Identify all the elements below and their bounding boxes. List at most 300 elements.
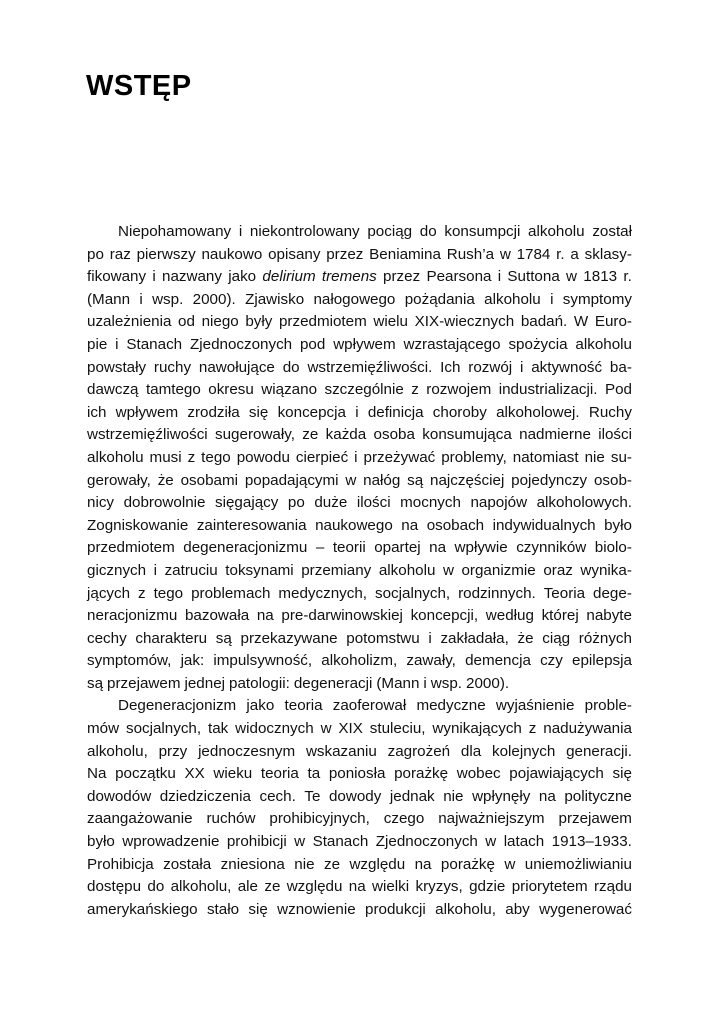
word: powstały [87,358,147,376]
word: tak [208,720,229,738]
word: Niepohamowany [118,223,232,240]
word: przeżywać [363,448,436,466]
word: z [138,584,146,602]
word: toksynami [225,561,294,579]
word: demencja [465,652,531,670]
text-line [87,379,632,402]
word: fikowany [87,268,147,286]
word: na [256,607,274,625]
word: wpływem [115,403,179,421]
word: od [178,313,195,331]
word: zakładała, [440,629,509,647]
word: nałóg [363,471,401,489]
word: kolejnych [491,742,556,760]
word: nałogowego [313,290,396,308]
word: pożądania [404,290,475,308]
word: przedmiotem [278,313,367,331]
word: wsp. [430,674,463,692]
text-line [87,650,632,673]
word: symptomów, [87,652,172,670]
word: dowody [328,787,382,805]
word: w [442,561,454,579]
body-text [87,221,632,921]
word: czy [540,652,563,670]
word: do [419,223,437,240]
word: r. [623,268,632,286]
word: su- [610,448,632,466]
word: stuleciu, [369,720,426,738]
word: rozwojem [426,381,492,399]
word: aby [505,900,530,918]
text-line [87,876,632,899]
word: przez [326,245,364,263]
word: XIX-wiecznych [414,313,515,331]
word: priorytetem [511,878,588,896]
word: medyczne [416,697,486,715]
word: biolo- [594,539,632,557]
word: tego [201,448,231,466]
word: alkoholowych. [536,494,632,512]
text-line [87,424,632,447]
word: zawały, [406,652,456,670]
word: 1784 [516,245,551,263]
word: nawołujące [198,358,275,376]
text-line [87,515,632,538]
word: charakteru [135,629,208,647]
word: pojawiających [509,765,604,783]
word: teoria [260,765,299,783]
word: nadmierne [519,426,591,444]
word: produkcji [365,900,426,918]
word: pre-darwinowskiej [281,607,403,625]
word: naukowo [201,245,263,263]
word: i [139,290,143,308]
word: alkoholu, [170,878,232,896]
word: proble- [584,697,632,715]
word: osob- [593,471,632,489]
word: że [517,629,534,647]
word: Suttona [507,268,560,286]
word: każda [325,426,367,444]
word: 1913–1933. [551,833,632,851]
word: gicznych [87,561,147,579]
word: najważniejszym [438,810,545,828]
word: socjalnych, [374,584,451,602]
word: zainteresowania [196,516,307,534]
word: zaoferował [332,697,407,715]
word: i [152,268,156,286]
word: alkoholizm, [321,652,398,670]
word: definicja [367,403,424,421]
word: delirium [262,268,316,286]
word: której [541,607,579,625]
word: dziedziczenia [159,787,251,805]
word: porażkę [394,765,449,783]
word: ba- [609,358,632,376]
word: ale [237,878,259,896]
word: alkoholu, [435,900,496,918]
word: 1813 [583,268,618,286]
word: tremens [321,268,377,286]
word: stało [206,900,240,918]
word: na [348,878,366,896]
text-line [87,357,632,380]
word: Pod [604,381,632,399]
word: z [187,448,196,466]
word: wskazaniu [305,742,377,760]
word: bazowała [184,607,250,625]
word: i [497,268,502,286]
word: natomiast [512,448,579,466]
word: Na [87,765,107,783]
word: zatruciu [164,561,218,579]
word: alkoholowej. [496,403,580,421]
word: niekontrolowany [249,223,360,240]
word: wyjaśnienie [495,697,575,715]
word: wieku [213,765,253,783]
word: nie [294,855,315,873]
word: alkoholu [528,223,585,240]
word: ruchów [206,810,256,828]
word: z [411,381,419,399]
word: musi [149,448,182,466]
word: osoba [373,426,415,444]
text-line [87,537,632,560]
word: w [485,833,497,851]
word: koncepcji, [410,607,479,625]
word: alkoholu [484,290,541,308]
word: wynika- [580,561,632,579]
word: i [519,358,524,376]
word: spożycia [508,335,568,353]
word: Beniamina [369,245,441,263]
word: w [499,245,511,263]
text-line [87,560,632,583]
word: tego [153,584,184,602]
word: teoria [284,697,323,715]
text-line [87,695,632,718]
word: nazwany [162,268,222,286]
word: r. [556,245,565,263]
word: badań. [520,313,568,331]
word: został [592,223,632,240]
text-line [87,244,632,267]
word: okresu [208,381,254,399]
word: na [429,539,447,557]
word: wielki [372,878,410,896]
word: się [248,403,269,421]
word: wznowienie [277,900,356,918]
word: na [538,787,556,805]
word: koncepcja [277,403,346,421]
chapter-heading: WSTĘP [86,70,192,102]
word: przy [158,742,188,760]
word: alkoholu [575,335,632,353]
word: czynników [516,539,587,557]
word: patologii: [229,674,290,692]
word: przedmiotem [87,539,175,557]
word: się [248,900,268,918]
text-line [87,763,632,786]
word: zaangażowanie [87,810,193,828]
word: czego [383,810,425,828]
word: nie [443,787,464,805]
word: były [245,313,273,331]
word: oraz [543,561,573,579]
word: i [423,674,427,692]
word: najczęściej [430,471,505,489]
word: i [428,629,432,647]
word: alkoholu, [87,742,148,760]
word: według [485,607,534,625]
text-line [87,741,632,764]
word: pie [87,335,108,353]
word: XX [184,765,205,783]
word: dawczą [87,381,139,399]
word: początku [115,765,176,783]
word: popadającymi [244,471,339,489]
word: nie [584,448,605,466]
word: sklasy- [584,245,632,263]
word: po [87,245,104,263]
word: kryzys, [415,878,463,896]
text-line [87,899,632,922]
word: rodzinnych. [458,584,536,602]
word: na [401,516,419,534]
word: tamtego [145,381,201,399]
word: w [320,720,332,738]
word: – [315,539,325,557]
word: i [153,561,158,579]
word: wstrzemięźliwości. [307,358,433,376]
word: impulsywność, [213,652,313,670]
word: sięgający [215,494,279,512]
word: Stanach [126,335,183,353]
word: duże [314,494,348,512]
word: osobach [426,516,485,534]
word: gerowały, [87,471,151,489]
word: powodu [236,448,290,466]
word: nadużywania [543,720,632,738]
word: konsumująca [422,426,512,444]
word: Te [304,787,321,805]
word: epilepsja [572,652,632,670]
word: są [215,629,232,647]
word: problemy, [441,448,507,466]
text-line [87,402,632,425]
word: prohibicji [226,833,287,851]
word: ze [323,855,341,873]
word: neracjonizmu [87,607,178,625]
word: jących [87,584,131,602]
word: raz [109,245,131,263]
word: było [604,516,632,534]
word: 2000). [192,290,236,308]
word: industrializacji. [498,381,598,399]
word: i [550,290,554,308]
word: względu [349,855,406,873]
text-line [87,289,632,312]
word: rozwój [468,358,513,376]
word: wpływie [454,539,508,557]
word: jako [228,268,257,286]
word: dla [460,742,482,760]
word: ruchy [153,358,192,376]
word: Zjednoczonych [375,833,478,851]
word: wpływem [333,335,396,353]
word: degeneracjonizmu [183,539,308,557]
word: są [407,471,424,489]
word: rządu [594,878,632,896]
word: Degeneracjonizm [118,697,237,715]
word: było [87,833,115,851]
text-line [87,583,632,606]
word: medycznych, [278,584,368,602]
word: polityczne [564,787,632,805]
word: Euro- [594,313,632,331]
word: ich [87,403,107,421]
word: są [87,674,104,692]
word: jako [246,697,275,715]
word: indywidualnych [492,516,596,534]
word: została [163,855,212,873]
word: mocnych [400,494,461,512]
word: ilości [598,426,632,444]
text-line [87,628,632,651]
word: organizmie [461,561,536,579]
word: na [414,855,432,873]
word: generacji. [566,742,632,760]
word: że [157,471,174,489]
word: wpłynęły [472,787,531,805]
word: ze [264,878,281,896]
word: dobrowolnie [123,494,206,512]
word: w [345,471,357,489]
word: alkoholu [87,448,144,466]
word: zniesiona [220,855,285,873]
word: osobami [180,471,238,489]
word: Ich [440,358,461,376]
word: przemiany [301,561,372,579]
text-line [87,605,632,628]
word: w [504,855,516,873]
word: uzależnienia [87,313,172,331]
word: względu [286,878,343,896]
word: przejawem [558,810,632,828]
word: nabyte [586,607,632,625]
word: niego [201,313,239,331]
word: wstrzemięźliwości [87,426,208,444]
text-line [87,808,632,831]
word: jednej [184,674,226,692]
word: choroby [432,403,487,421]
word: Pearsona [426,268,492,286]
word: dege- [593,584,632,602]
text-line [87,718,632,741]
word: do [147,878,165,896]
word: jak: [180,652,205,670]
word: się [612,765,632,783]
text-line [87,786,632,809]
word: Prohibicja [87,855,154,873]
text-line [87,221,632,244]
word: wygenerować [539,900,632,918]
text-line [87,470,632,493]
word: pociąg [367,223,413,240]
word: nicy [87,494,115,512]
word: szczególnie [324,381,404,399]
word: widocznych [235,720,314,738]
word: Zogniskowanie [87,516,189,534]
text-line [87,447,632,470]
word: uniemożliwianiu [524,855,632,873]
text-line [87,854,632,877]
text-line [87,266,632,289]
word: pierwszy [136,245,196,263]
word: Zjawisko [245,290,305,308]
word: symptomy [562,290,632,308]
word: po [287,494,305,512]
word: mów [87,720,120,738]
word: amerykańskiego [87,900,198,918]
word: wobec [456,765,501,783]
word: i [355,403,359,421]
text-line [87,492,632,515]
word: opisany [268,245,321,263]
word: sugerowały, [215,426,295,444]
word: w [294,833,306,851]
word: aktywność [531,358,603,376]
word: Rush’a [446,245,495,263]
text-line [87,311,632,334]
word: W [573,313,589,331]
word: napojów [470,494,528,512]
word: zrodziła [187,403,240,421]
word: poniosła [328,765,386,783]
word: wielu [373,313,408,331]
word: ciąg [542,629,571,647]
word: ilości [356,494,391,512]
word: jednak [389,787,435,805]
word: przekazywane [240,629,338,647]
word: (Mann [376,674,420,692]
word: porażkę [440,855,495,873]
text-line [87,831,632,854]
word: alkoholu [378,561,436,579]
word: w [566,268,578,286]
word: (Mann [87,290,131,308]
word: wiązano [261,381,318,399]
word: a [570,245,579,263]
word: 2000). [466,674,510,692]
word: przez [383,268,421,286]
word: Zjednoczonych [189,335,293,353]
word: wprowadzenie [122,833,220,851]
word: pojedynczy [511,471,588,489]
word: i [238,223,243,240]
word: ta [307,765,321,783]
word: XIX [338,720,363,738]
word: naukowego [315,516,393,534]
word: ze [302,426,319,444]
word: opartej [374,539,421,557]
word: wzrastającego [403,335,501,353]
word: dowodów [87,787,152,805]
word: jednoczesnym [198,742,296,760]
word: problemach [191,584,271,602]
word: gdzie [469,878,506,896]
word: socjalnych, [125,720,202,738]
